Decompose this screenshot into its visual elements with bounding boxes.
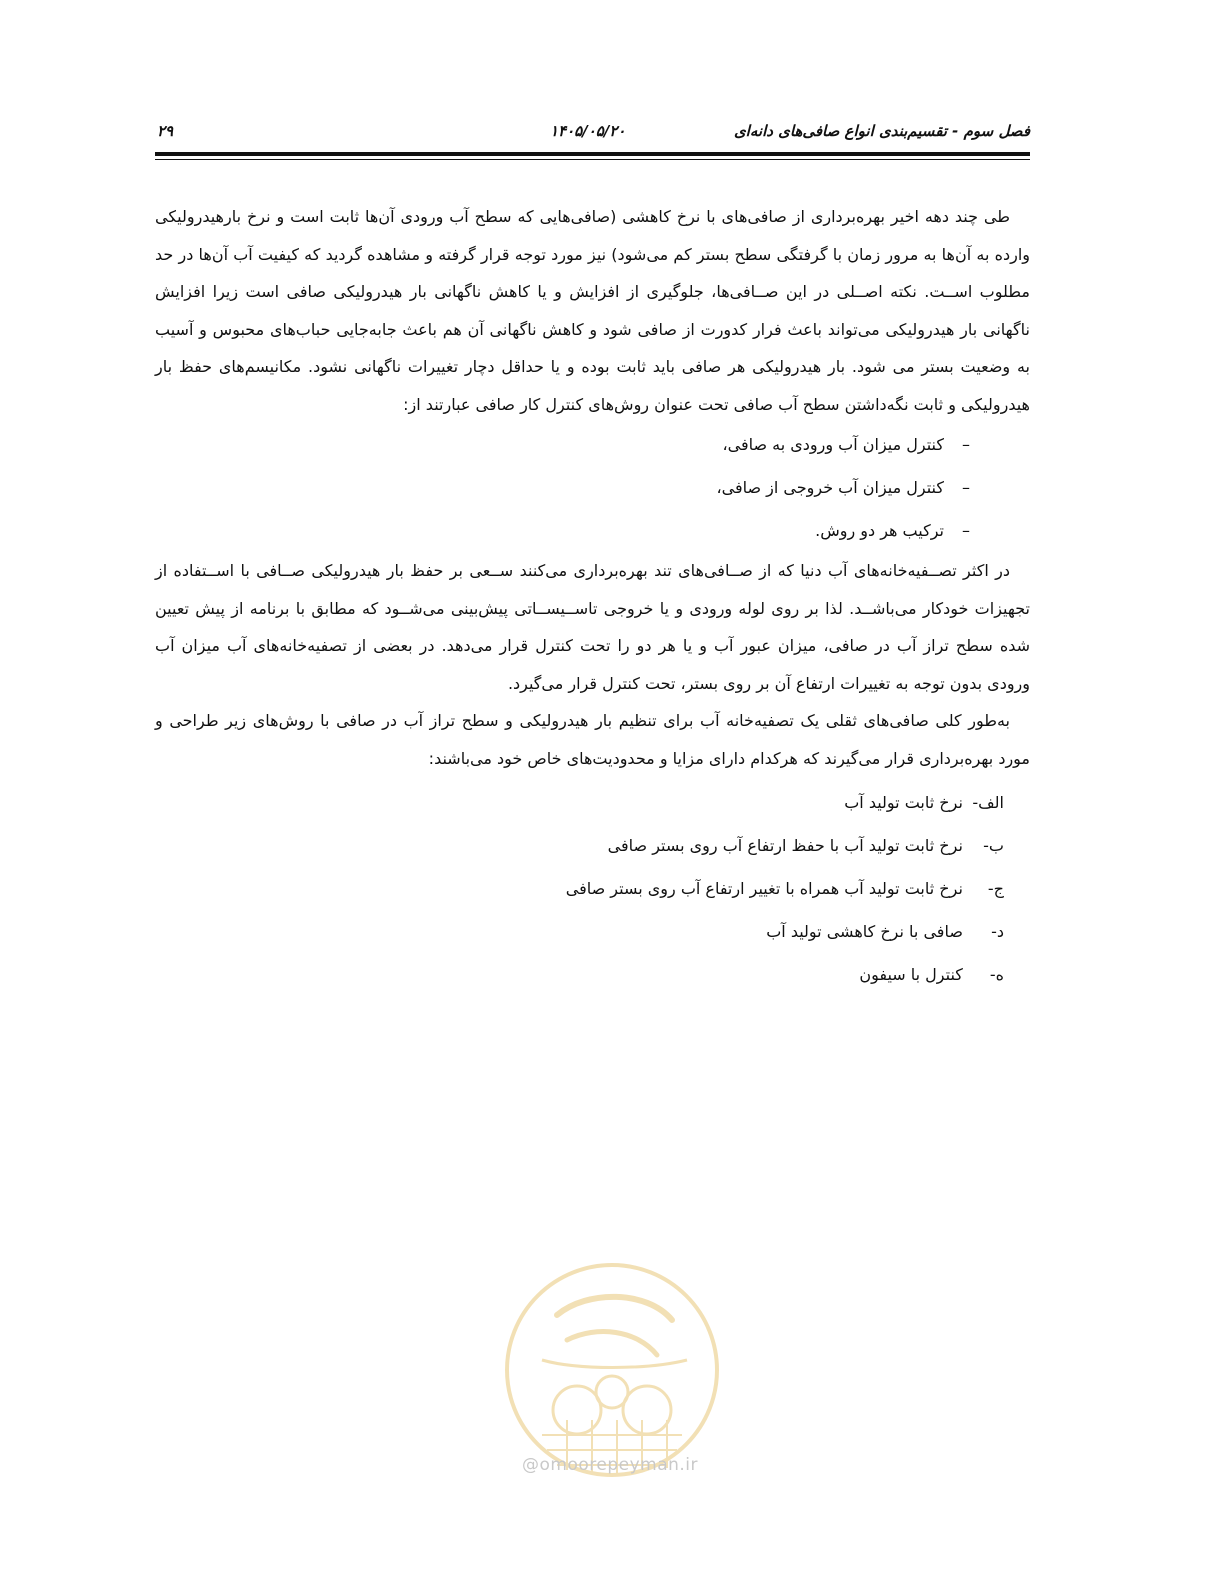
list-item: الف- نرخ ثابت تولید آب <box>844 793 1004 812</box>
header-rule-thick <box>155 152 1030 156</box>
header-rule-thin <box>155 159 1030 160</box>
dash-bullet-icon: – <box>962 521 970 540</box>
filter-operation-methods-list <box>155 781 1030 996</box>
paragraph-automation: در اکثر تصــفیه‌خانه‌های آب دنیا که از صــافی‌های تند بهره‌برداری می‌کنند ســعی بر حفظ بار هیدرولیکی صــافی با اســتفاده از تجهیزات خودکار می‌باشــد. لذا بر روی لوله ورودی و یا خروجی تاســیســاتی پیش‌بینی می‌شــود که مطابق با برنامه از پیش تعیین شده سطح تراز آب در صافی، میزان عبور آب و یا هر دو را تحت کنترل قرار می‌دهد. در بعضی از تصفیه‌خانه‌های آب میزان آب ورودی بدون توجه به تغییرات ارتفاع آن بر روی بستر، تحت کنترل قرار می‌گیرد. <box>155 561 1030 693</box>
dash-bullet-icon: – <box>962 435 970 454</box>
watermark-url: @omoorepeyman.ir <box>521 1455 699 1475</box>
list-item: ه- کنترل با سیفون <box>859 965 1004 984</box>
paragraph-gravity-filters: به‌طور کلی صافی‌های ثقلی یک تصفیه‌خانه آب برای تنظیم بار هیدرولیکی و سطح تراز آب در صافی با روش‌های زیر طراحی و مورد بهره‌برداری قرار می‌گیرند که هرکدام دارای مزایا و محدودیت‌های خاص خود می‌باشند: <box>155 711 1030 768</box>
list-item: –کنترل میزان آب ورودی به صافی، <box>155 423 1030 466</box>
dash-bullet-icon: – <box>962 478 970 497</box>
page-header <box>155 118 1030 148</box>
page-number: ۲۹ <box>157 122 174 140</box>
list-item: د- صافی با نرخ کاهشی تولید آب <box>766 922 1004 941</box>
chapter-title: فصل سوم - تقسیم‌بندی انواع صافی‌های دانه‌ای <box>733 122 1030 140</box>
control-methods-list <box>155 423 1030 552</box>
list-item: –ترکیب هر دو روش. <box>155 509 1030 552</box>
header-date: ۱۴۰۵/۰۵/۲۰ <box>550 122 626 140</box>
list-item: –کنترل میزان آب خروجی از صافی، <box>155 466 1030 509</box>
paragraph-intro: طی چند دهه اخیر بهره‌برداری از صافی‌های با نرخ کاهشی (صافی‌هایی که سطح آب ورودی آن‌ها ثابت است و نرخ بارهیدرولیکی وارده به آن‌ها به مرور زمان با گرفتگی سطح بستر کم می‌شود) نیز مورد توجه قرار گرفته و مشاهده گردید که کیفیت آب آن‌ها در حد مطلوب اســت. نکته اصــلی در این صــافی‌ها، جلوگیری از افزایش و یا کاهش ناگهانی بار هیدرولیکی صافی است زیرا افزایش ناگهانی بار هیدرولیکی می‌تواند باعث فرار کدورت از صافی شود و کاهش ناگهانی آن هم باعث جابه‌جایی حباب‌های محبوس و آسیب به وضعیت بستر می شود. بار هیدرولیکی هر صافی باید ثابت بوده و یا حداقل دچار تغییرات ناگهانی نشود. مکانیسم‌های حفظ بار هیدرولیکی و ثابت نگه‌داشتن سطح آب صافی تحت عنوان روش‌های کنترل کار صافی عبارتند از: <box>155 207 1030 414</box>
watermark-logo-icon <box>497 1260 727 1520</box>
list-item: ب- نرخ ثابت تولید آب با حفظ ارتفاع آب روی بستر صافی <box>607 836 1004 855</box>
list-item: ج- نرخ ثابت تولید آب همراه با تغییر ارتفاع آب روی بستر صافی <box>565 879 1004 898</box>
page-body <box>155 198 1030 996</box>
